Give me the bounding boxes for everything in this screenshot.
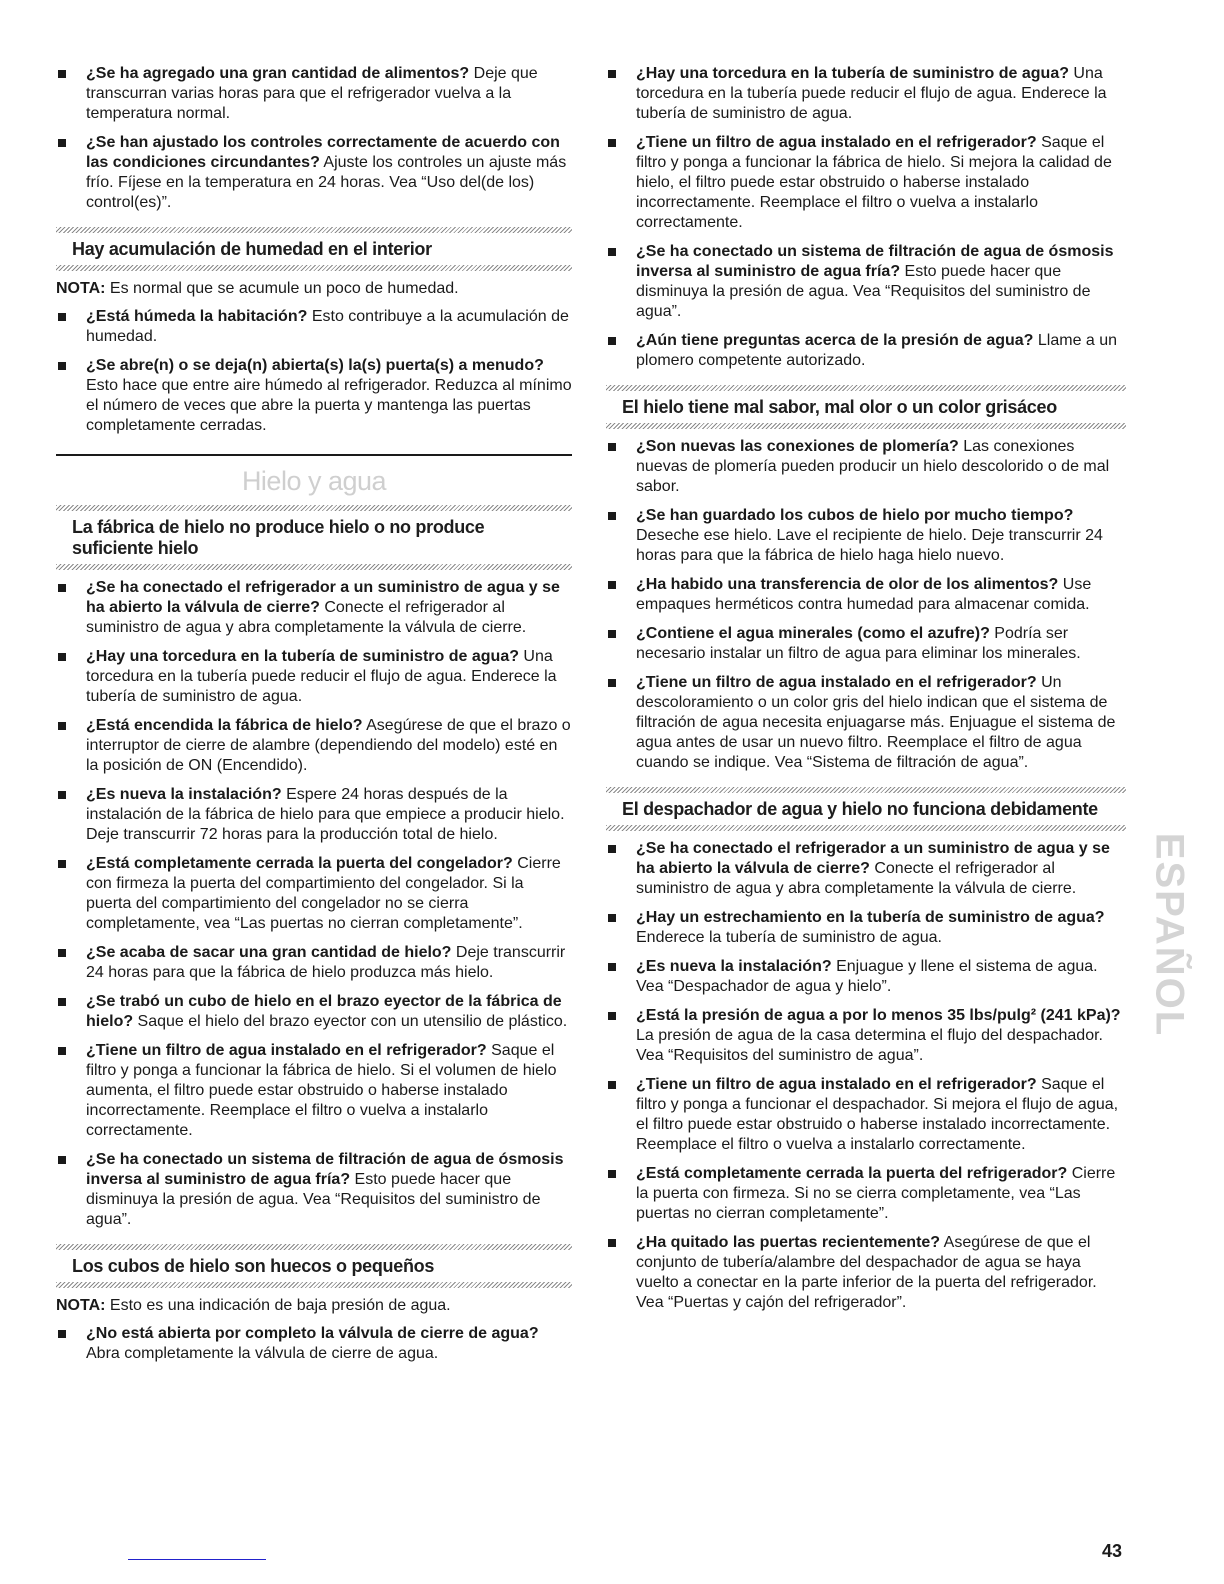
language-side-tab [1147,790,1192,1080]
section-title: Los cubos de hielo son huecos o pequeños [72,1256,435,1276]
list-item: ¿Está húmeda la habitación? Esto contribuye a la acumulación de humedad. [56,307,572,347]
list-item: ¿Hay un estrechamiento en la tubería de suministro de agua? Enderece la tubería de suministro de agua. [606,908,1126,948]
list-item: ¿Hay una torcedura en la tubería de suministro de agua? Una torcedura en la tubería puede reducir el flujo de agua. Enderece la tubería de suministro de agua. [56,647,572,707]
list-item: ¿Se ha conectado un sistema de filtración de agua de ósmosis inversa al suministro de agua fría? Esto puede hacer que disminuya la presión de agua. Vea “Requisitos del suministro de agua”. [56,1150,572,1230]
section-hatch-bottom [56,265,572,271]
right-intro-list [606,64,1126,371]
section-hatch-bottom [56,564,572,570]
list-item: ¿Está la presión de agua a por lo menos 35 lbs/pulg² (241 kPa)? La presión de agua de la casa determina el flujo del despachador. Vea “Requisitos del suministro de agua”. [606,1006,1126,1066]
section-title: El hielo tiene mal sabor, mal olor o un color grisáceo [622,397,1057,417]
list-item: ¿Se ha agregado una gran cantidad de alimentos? Deje que transcurran varias horas para que el refrigerador vuelva a la temperatura normal. [56,64,572,124]
section-dispenser [606,787,1126,831]
list-item: ¿Se abre(n) o se deja(n) abierta(s) la(s) puerta(s) a menudo? Esto hace que entre aire húmedo al refrigerador. Reduzca al mínimo el número de veces que abre la puerta y mantenga las puertas completamente cerradas. [56,356,572,436]
section-hatch-bottom [606,825,1126,831]
section-title: Hay acumulación de humedad en el interior [72,239,432,259]
section-hatch-bottom [56,1282,572,1288]
list-item: ¿Contiene el agua minerales (como el azufre)? Podría ser necesario instalar un filtro de agua para eliminar los minerales. [606,624,1126,664]
footer-link-line [128,1559,266,1560]
list-item: ¿Aún tiene preguntas acerca de la presión de agua? Llame a un plomero competente autorizado. [606,331,1126,371]
section-title: El despachador de agua y hielo no funciona debidamente [622,799,1098,819]
section-ice-taste [606,385,1126,429]
list-item: ¿No está abierta por completo la válvula de cierre de agua? Abra completamente la válvula de cierre de agua. [56,1324,572,1364]
list-item: ¿Está completamente cerrada la puerta del refrigerador? Cierre la puerta con firmeza. Si no se cierra completamente, vea “Las puertas no cierran completamente”. [606,1164,1126,1224]
section-title: La fábrica de hielo no produce hielo o no produce suficiente hielo [72,517,485,558]
list-item: ¿Tiene un filtro de agua instalado en el refrigerador? Saque el filtro y ponga a funcionar la fábrica de hielo. Si mejora la calidad de hielo, el filtro puede estar obstruido o haberse instalado incorrectamente. Reemplace el filtro o vuelva a instalarlo correctamente. [606,133,1126,233]
list-item: ¿Tiene un filtro de agua instalado en el refrigerador? Saque el filtro y ponga a funcionar el despachador. Si mejora el flujo de agua, el filtro puede estar obstruido o haberse instalado incorrectamente. Reemplace el filtro o vuelva a instalarlo correctamente. [606,1075,1126,1155]
list-item: ¿Se ha conectado el refrigerador a un suministro de agua y se ha abierto la válvula de cierre? Conecte el refrigerador al suministro de agua y abra completamente la válvula de cierre. [606,839,1126,899]
list-item: ¿Se han guardado los cubos de hielo por mucho tiempo? Deseche ese hielo. Lave el recipiente de hielo. Deje transcurrir 24 horas para que la fábrica de hielo haga hielo nuevo. [606,506,1126,566]
section-humidity [56,227,572,271]
list-item: ¿Se acaba de sacar una gran cantidad de hielo? Deje transcurrir 24 horas para que la fábrica de hielo produzca más hielo. [56,943,572,983]
list-item: ¿Se trabó un cubo de hielo en el brazo eyector de la fábrica de hielo? Saque el hielo del brazo eyector con un utensilio de plástico. [56,992,572,1032]
left-column [56,64,572,1373]
left-intro-list [56,64,572,213]
chapter-title: Hielo y agua [241,466,387,496]
language-label: ESPAÑOL [1147,832,1192,1038]
list-item: ¿Se ha conectado el refrigerador a un suministro de agua y se ha abierto la válvula de cierre? Conecte el refrigerador al suministro de agua y abra completamente la válvula de cierre. [56,578,572,638]
list-item: ¿Ha habido una transferencia de olor de los alimentos? Use empaques herméticos contra humedad para almacenar comida. [606,575,1126,615]
section-hatch-bottom [606,423,1126,429]
note: NOTA: Es normal que se acumule un poco de humedad. [56,280,459,297]
dispenser-list [606,839,1126,1313]
list-item: ¿Es nueva la instalación? Enjuague y llene el sistema de agua. Vea “Despachador de agua y hielo”. [606,957,1126,997]
taste-list [606,437,1126,773]
humidity-list [56,307,572,436]
list-item: ¿Son nuevas las conexiones de plomería? Las conexiones nuevas de plomería pueden producir un hielo descolorido o de mal sabor. [606,437,1126,497]
list-item: ¿Está completamente cerrada la puerta del congelador? Cierre con firmeza la puerta del compartimiento del congelador. Si la puerta del compartimiento del congelador no se cierra completamente, vea “Las puertas no cierran completamente”. [56,854,572,934]
icemaker-list [56,578,572,1230]
hollow-list [56,1324,572,1364]
section-hollow-cubes [56,1244,572,1288]
page-number: 43 [1102,1541,1123,1561]
list-item: ¿Se ha conectado un sistema de filtración de agua de ósmosis inversa al suministro de agua fría? Esto puede hacer que disminuya la presión de agua. Vea “Requisitos del suministro de agua”. [606,242,1126,322]
list-item: ¿Ha quitado las puertas recientemente? Asegúrese de que el conjunto de tubería/alambre del despachador de agua se haya vuelto a conectar en la parte inferior de la puerta del refrigerador. Vea “Puertas y cajón del refrigerador”. [606,1233,1126,1313]
list-item: ¿Está encendida la fábrica de hielo? Asegúrese de que el brazo o interruptor de cierre de alambre (dependiendo del modelo) esté en la posición de ON (Encendido). [56,716,572,776]
list-item: ¿Tiene un filtro de agua instalado en el refrigerador? Un descoloramiento o un color gris del hielo indican que el sistema de filtración de agua necesita enjuagarse más. Enjuague el sistema de agua antes de usar un nuevo filtro. Reemplace el filtro de agua cuando se indique. Vea “Sistema de filtración de agua”. [606,673,1126,773]
list-item: ¿Es nueva la instalación? Espere 24 horas después de la instalación de la fábrica de hielo para que empiece a producir hielo. Deje transcurrir 72 horas para la producción total de hielo. [56,785,572,845]
note: NOTA: Esto es una indicación de baja presión de agua. [56,1297,451,1314]
list-item: ¿Tiene un filtro de agua instalado en el refrigerador? Saque el filtro y ponga a funcionar la fábrica de hielo. Si el volumen de hielo aumenta, el filtro puede estar obstruido o haberse instalado incorrectamente. Reemplace el filtro o vuelva a instalarlo correctamente. [56,1041,572,1141]
list-item: ¿Se han ajustado los controles correctamente de acuerdo con las condiciones circundantes? Ajuste los controles un ajuste más frío. Fíjese en la temperatura en 24 horas. Vea “Uso del(de los) control(es)”. [56,133,572,213]
list-item: ¿Hay una torcedura en la tubería de suministro de agua? Una torcedura en la tubería puede reducir el flujo de agua. Enderece la tubería de suministro de agua. [606,64,1126,124]
right-column [606,64,1126,1322]
section-icemaker [56,505,572,570]
